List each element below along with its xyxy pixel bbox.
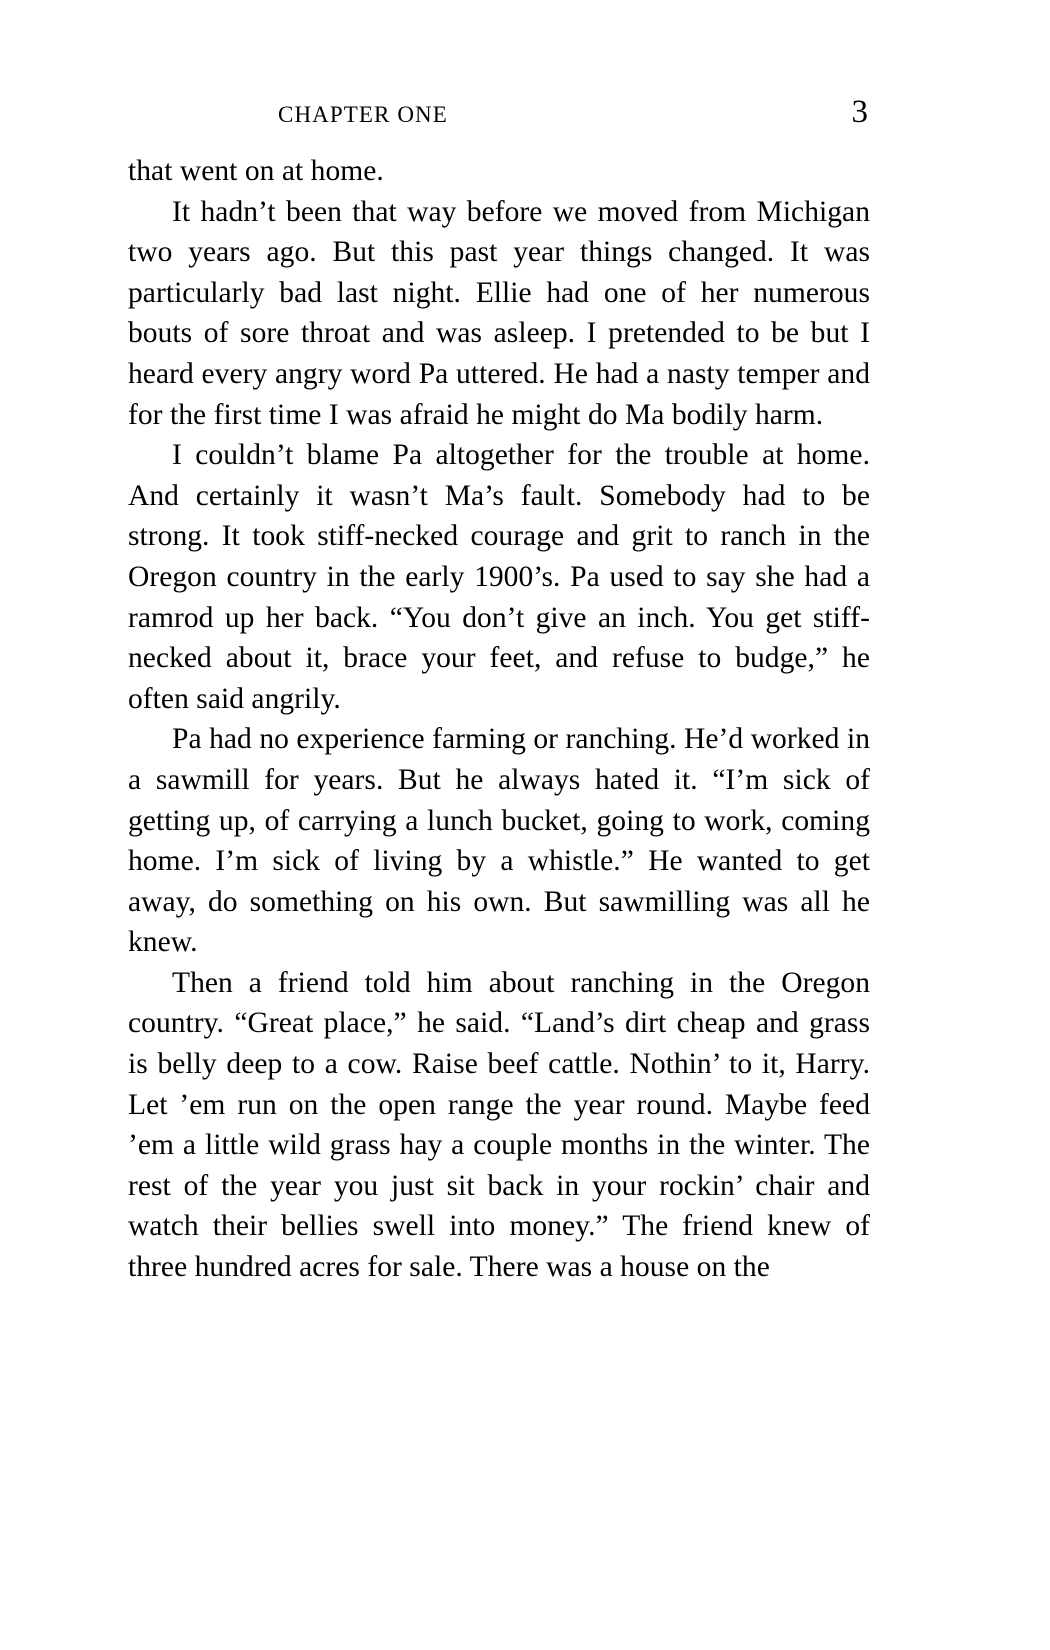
page-number: 3 — [851, 94, 868, 130]
paragraph: It hadn’t been that way before we moved from Michigan two years ago. But this past year things changed. It was particularly bad last night. Ellie had one of her numerous bouts of sore throat and was asleep. I pretended to be but I heard every angry word Pa uttered. He had a nasty temper and for the first time I was afraid he might do Ma bodily harm. — [128, 195, 870, 431]
page-content — [128, 96, 870, 1288]
paragraph: Pa had no experience farming or ranching. He’d worked in a sawmill for years. But he always hated it. “I’m sick of getting up, of carrying a lunch bucket, going to work, coming home. I’m sick of living by a whistle.” He wanted to get away, do something on his own. But sawmilling was all he knew. — [128, 723, 870, 959]
paragraph-continuation: that went on at home. — [128, 155, 384, 187]
paragraph: I couldn’t blame Pa altogether for the trouble at home. And certainly it wasn’t Ma’s fault. Somebody had to be strong. It took stiff-necked courage and grit to ranch in the Oregon country in the early 1900’s. Pa used to say she had a ramrod up her back. “You don’t give an inch. You get stiff-necked about it, brace your feet, and refuse to budge,” he often said angrily. — [128, 439, 870, 715]
body-text — [128, 151, 870, 1288]
paragraph: Then a friend told him about ranching in the Oregon country. “Great place,” he said. “Land’s dirt cheap and grass is belly deep to a cow. Raise beef cattle. Nothin’ to it, Harry. Let ’em run on the open range the year round. Maybe feed ’em a little wild grass hay a couple months in the winter. The rest of the year you just sit back in your rockin’ chair and watch their bellies swell into money.” The friend knew of three hundred acres for sale. There was a house on the — [128, 966, 870, 1284]
running-head — [128, 96, 870, 129]
chapter-label: CHAPTER ONE — [278, 102, 448, 127]
